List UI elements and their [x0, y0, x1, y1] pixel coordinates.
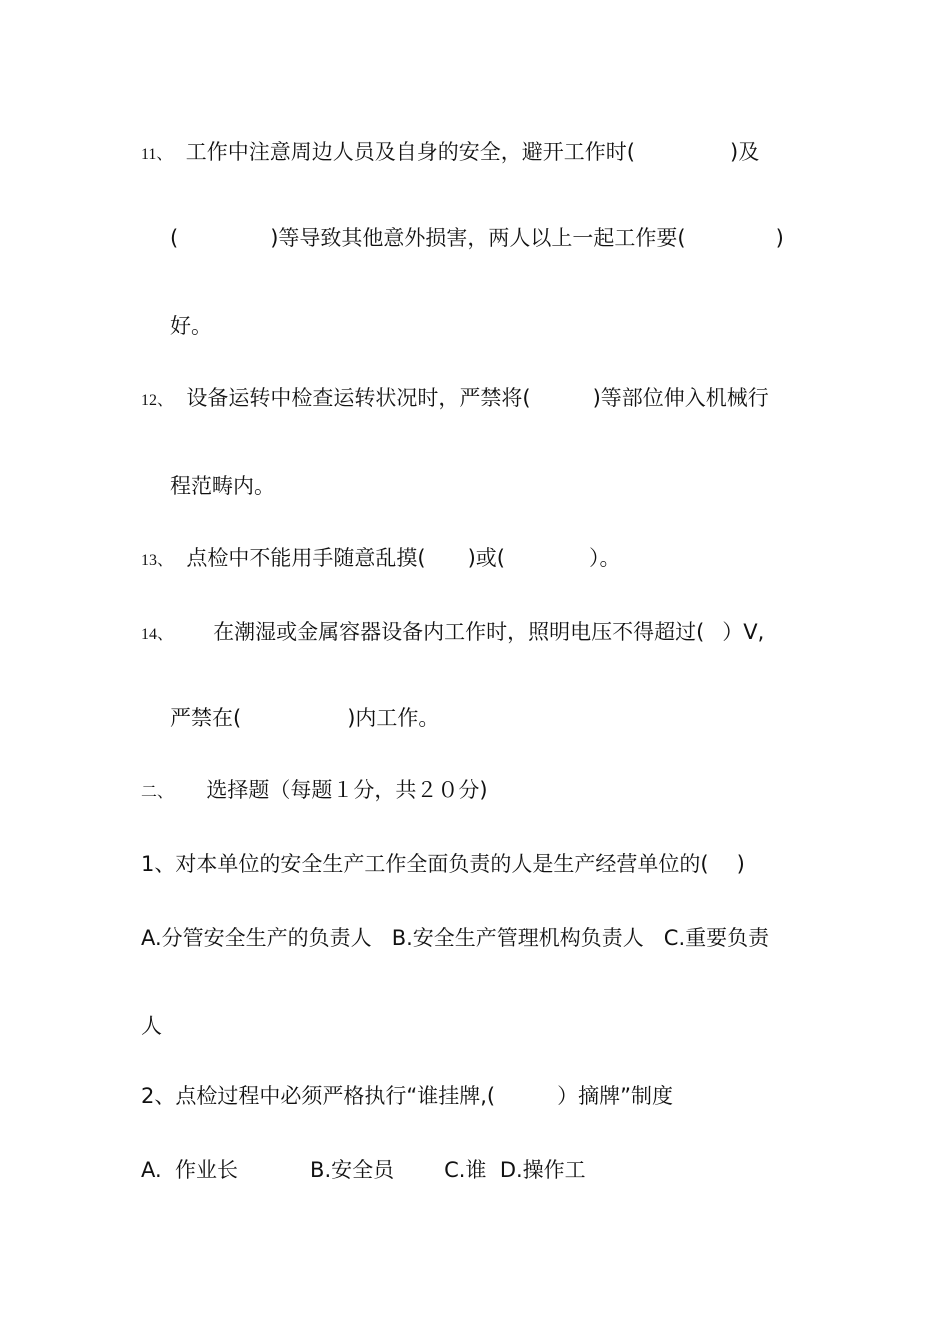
question-text: 严禁在	[170, 706, 233, 730]
blank-close-paren: )	[270, 226, 279, 250]
q11-line3	[170, 312, 212, 340]
blank-open-paren: (	[522, 386, 531, 410]
blank-close-paren: ）	[588, 546, 600, 570]
question-number: 13、	[141, 552, 174, 569]
question-text: 或	[475, 546, 497, 570]
question-number: 11、	[141, 146, 173, 163]
question-text: 等部位伸入机械行	[600, 386, 769, 410]
question-text: 程范畴内。	[170, 474, 275, 498]
question-text: 内工作。	[355, 706, 440, 730]
question-text: 。	[599, 546, 621, 570]
c1-options-cont	[141, 1012, 162, 1040]
q14-line1	[141, 618, 764, 649]
q12-line2	[170, 472, 275, 500]
question-text: 及	[738, 140, 760, 164]
blank-close-paren: )	[775, 226, 784, 250]
blank-open-paren: (	[233, 706, 242, 730]
q11-line2	[170, 224, 784, 252]
q11-line1	[141, 138, 759, 169]
options-text: A.分管安全生产的负责人 B.安全生产管理机构负责人 C.重要负责	[141, 926, 770, 950]
question-text: 好。	[170, 314, 212, 338]
question-text: 设备运转中检查运转状况时，严禁将	[186, 386, 523, 410]
q12-line1	[141, 384, 769, 415]
section-number: 二、	[141, 784, 174, 801]
option-b: B.安全员	[310, 1158, 395, 1182]
c2-options	[141, 1156, 586, 1184]
c2-stem	[141, 1082, 673, 1110]
blank-open-paren: (	[417, 546, 426, 570]
option-a: A. 作业长	[141, 1158, 239, 1182]
blank-close-paren: )	[592, 386, 601, 410]
question-text: V,	[743, 620, 765, 644]
question-text: 1、对本单位的安全生产工作全面负责的人是生产经营单位的	[141, 852, 701, 876]
blank-open-paren: (	[626, 140, 635, 164]
question-number: 12、	[141, 392, 174, 409]
blank-open-paren: (	[170, 226, 179, 250]
section-heading	[141, 776, 488, 807]
c1-options	[141, 924, 769, 952]
blank-open-paren: (	[486, 1084, 496, 1108]
blank-close-paren: )	[347, 706, 356, 730]
blank-close-paren: ）	[557, 1084, 579, 1108]
q14-line2	[170, 704, 439, 732]
blank-open-paren: (	[696, 620, 705, 644]
question-text: 摘牌”制度	[578, 1084, 674, 1108]
blank-close-paren: )	[729, 140, 739, 164]
blank-close-paren: ）	[722, 620, 744, 644]
blank-open-paren: (	[700, 852, 709, 876]
q13-line1	[141, 544, 620, 575]
question-text: 等导致其他意外损害，两人以上一起工作要	[278, 226, 678, 250]
options-text: 人	[141, 1014, 162, 1038]
question-text: 2、点检过程中必须严格执行“谁挂牌,	[141, 1084, 487, 1108]
c1-stem	[141, 850, 745, 878]
question-text: 在潮湿或金属容器设备内工作时，照明电压不得超过	[213, 620, 697, 644]
blank-close-paren: )	[467, 546, 476, 570]
blank-open-paren: (	[496, 546, 505, 570]
blank-close-paren: )	[736, 852, 745, 876]
question-number: 14、	[141, 626, 174, 643]
question-text: 点检中不能用手随意乱摸	[186, 546, 418, 570]
question-text: 工作中注意周边人员及自身的安全，避开工作时	[185, 140, 627, 164]
section-title: 选择题（每题１分，共２０分)	[206, 778, 488, 802]
blank-open-paren: (	[677, 226, 686, 250]
option-c-d: C.谁 D.操作工	[444, 1158, 586, 1182]
